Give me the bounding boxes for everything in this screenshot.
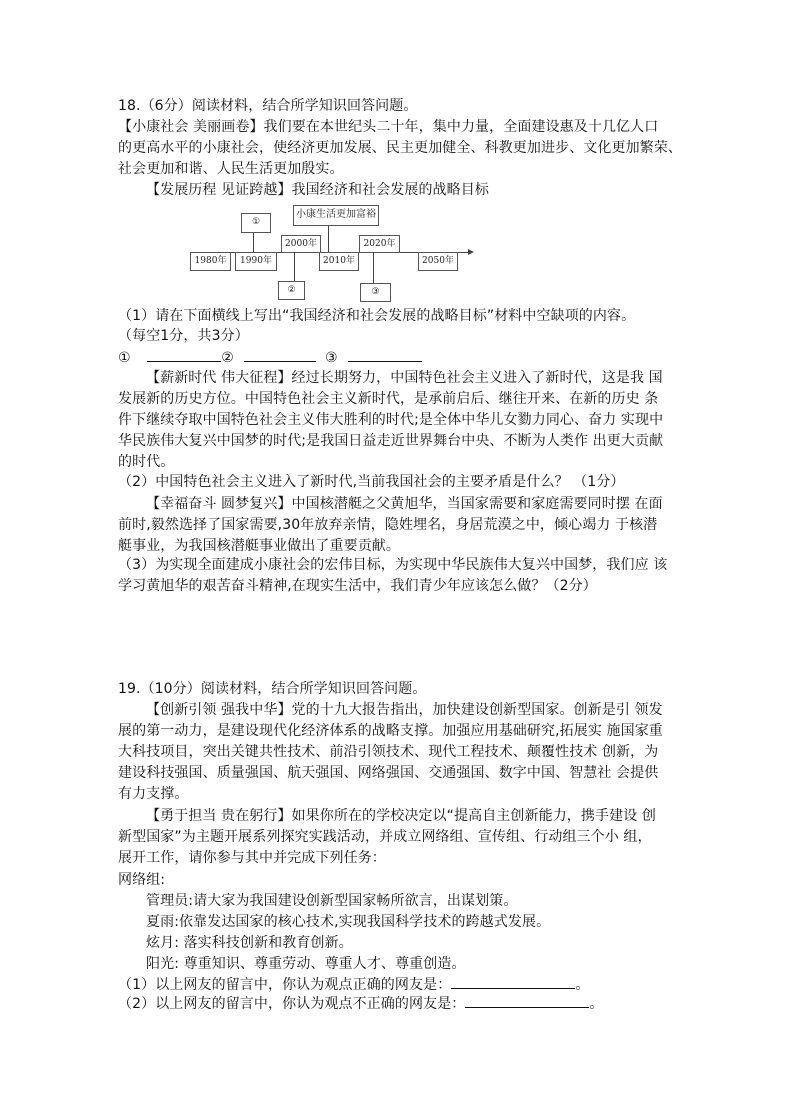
year-box-2000: 2000年 — [281, 235, 321, 253]
q18-material-1: 【小康社会 美丽画卷】我们要在本世纪头二十年，集中力量，全面建设惠及十几亿人口 — [118, 119, 659, 135]
blank-label-3: ③ — [325, 350, 338, 366]
blank-box-3: ③ — [360, 283, 391, 302]
connector-line — [294, 252, 295, 281]
q19-material-2: 展开工作，请你参与其中并完成下列任务： — [118, 850, 386, 866]
year-box-1990: 1990年 — [235, 252, 277, 271]
answer-blank-2[interactable] — [244, 347, 316, 362]
arrow-icon — [468, 249, 474, 255]
blank-box-2: ② — [278, 281, 305, 300]
connector-line — [373, 252, 374, 283]
q18-material-2: 【发展历程 见证跨越】我国经济和社会发展的战略目标 — [146, 182, 489, 198]
q19-material-1: 建设科技强国、质量强国、航天强国、网络强国、交通强国、数字中国、智慧社 会提供 — [118, 765, 659, 781]
blank-label-1: ① — [118, 350, 131, 366]
blank-label-2: ② — [221, 350, 234, 366]
year-box-1980: 1980年 — [190, 252, 231, 271]
q18-material-4: 艇事业，为我国核潜艇事业做出了重要贡献。 — [118, 538, 400, 554]
q18-material-3: 的时代。 — [118, 454, 175, 470]
answer-blank-correct[interactable] — [451, 974, 575, 989]
post-xuanyue: 炫月: 落实科技创新和教育创新。 — [146, 935, 353, 951]
q19-material-1: 大科技项目，突出关键共性技术、前沿引领技术、现代工程技术、颠覆性技术 创新，为 — [118, 744, 659, 760]
q18-sub3: 学习黄旭华的艰苦奋斗精神,在现实生活中，我们青少年应该怎么做？（2分） — [118, 578, 597, 594]
q19-material-2: 新型国家”为主题开展系列探究实践活动，并成立网络组、宣传组、行动组三个小 组， — [118, 829, 652, 845]
year-box-2050: 2050年 — [418, 252, 458, 271]
year-box-2020: 2020年 — [359, 235, 400, 253]
q18-material-1: 社会更加和谐、人民生活更加殷实。 — [118, 161, 344, 177]
q18-material-4: 前时,毅然选择了国家需要,30年放弃亲情，隐姓埋名，身居荒漠之中，倾心竭力 于核潜 — [118, 517, 658, 533]
goal-box: 小康生活更加富裕 — [293, 205, 379, 226]
period: 。 — [575, 977, 590, 993]
post-admin: 管理员:请大家为我国建设创新型国家畅所欲言，出谋划策。 — [146, 893, 518, 909]
answer-blank-3[interactable] — [348, 347, 422, 362]
q18-material-3: 件下继续夺取中国特色社会主义伟大胜利的时代;是全体中华儿女勠力同心、奋力 实现中 — [118, 412, 664, 428]
q19-sub2 — [118, 993, 604, 1013]
q18-sub1: （每空1分，共3分） — [118, 328, 249, 344]
q19-sub2-text: （2）以上网友的留言中，你认为观点不正确的网友是： — [118, 996, 466, 1012]
connector-line — [253, 232, 254, 252]
connector-line — [328, 225, 329, 252]
answer-blanks — [118, 347, 422, 367]
period: 。 — [589, 996, 604, 1012]
q19-material-1: 【创新引领 强我中华】党的十九大报告指出，加快建设创新型国家。创新是引 领发 — [146, 702, 663, 718]
group-label: 网络组: — [118, 872, 166, 888]
q18-material-3: 发展新的历史方位。中国特色社会主义新时代，是承前启后、继往开来、在新的历史 条 — [118, 391, 659, 407]
q19-material-1: 展的第一动力，是建设现代化经济体系的战略支撑。加强应用基础研究,拓展实 施国家重 — [118, 723, 663, 739]
q18-sub3: （3）为实现全面建成小康社会的宏伟目标，为实现中华民族伟大复兴中国梦，我们应 该 — [118, 557, 668, 573]
year-box-2010: 2010年 — [319, 252, 359, 271]
answer-blank-1[interactable] — [147, 347, 221, 362]
q19-sub1 — [118, 974, 589, 994]
q19-material-2: 【勇于担当 贵在躬行】如果你所在的学校决定以“提高自主创新能力，携手建设 创 — [146, 808, 656, 824]
post-yangguang: 阳光: 尊重知识、尊重劳动、尊重人才、尊重创造。 — [146, 956, 466, 972]
q18-sub2: （2）中国特色社会主义进入了新时代,当前我国社会的主要矛盾是什么？ （1分） — [118, 474, 625, 490]
blank-box-1: ① — [241, 213, 271, 233]
q18-material-1: 的更高水平的小康社会，使经济更加发展、民主更加健全、科教更加进步、文化更加繁荣、 — [118, 140, 682, 156]
q18-material-3: 华民族伟大复兴中国梦的时代;是我国日益走近世界舞台中央、不断为人类作 出更大贡献 — [118, 433, 664, 449]
q18-sub1: （1）请在下面横线上写出“我国经济和社会发展的战略目标”材料中空缺项的内容。 — [118, 308, 636, 324]
q18-title: 18.（6分）阅读材料，结合所学知识回答问题。 — [118, 98, 418, 114]
q18-material-3: 【薪新时代 伟大征程】经过长期努力，中国特色社会主义进入了新时代，这是我 国 — [146, 370, 663, 386]
q19-title: 19.（10分）阅读材料，结合所学知识回答问题。 — [118, 681, 427, 697]
answer-blank-incorrect[interactable] — [465, 993, 589, 1008]
q18-material-4: 【幸福奋斗 圆梦复兴】中国核潜艇之父黄旭华，当国家需要和家庭需要同时摆 在面 — [146, 496, 663, 512]
q19-material-1: 有力支撑。 — [118, 786, 189, 802]
post-xiayu: 夏雨:依靠发达国家的核心技术,实现我国科学技术的跨越式发展。 — [146, 914, 551, 930]
q19-sub1-text: （1）以上网友的留言中，你认为观点正确的网友是： — [118, 977, 452, 993]
